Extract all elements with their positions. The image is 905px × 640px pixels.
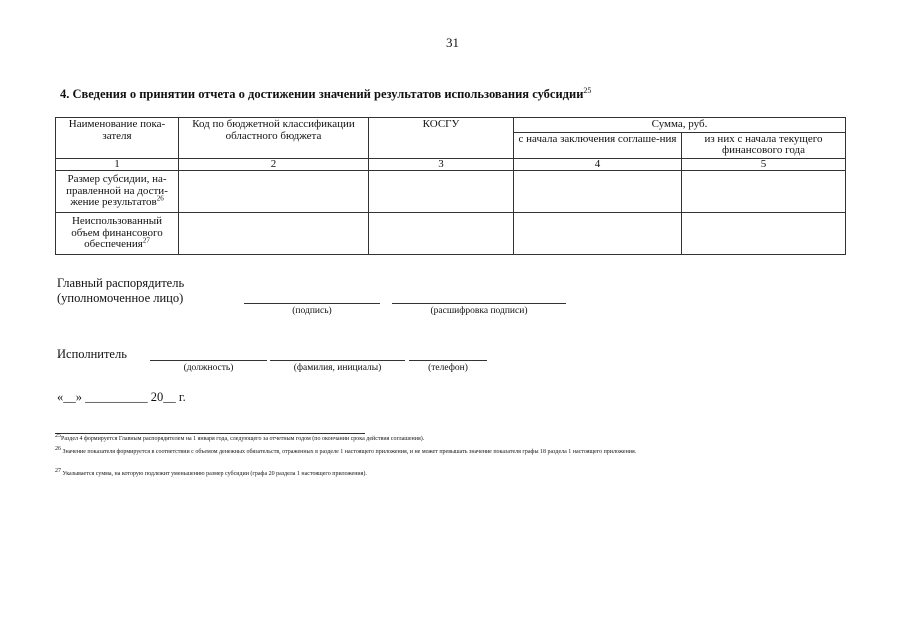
section-heading [60,86,591,102]
header-kosgu: КОСГУ [369,118,514,159]
phone-caption: (телефон) [428,363,468,373]
row-label [56,171,179,213]
table-cell[interactable] [682,171,846,213]
footnote [55,433,845,444]
footnote [55,446,845,457]
footnote-text: Раздел 4 формируется Главным распорядителем на 1 января года, следующего за отчетным годом (по окончании срока действия соглашения). [61,436,425,442]
footnote [55,468,845,479]
row-label-text: Размер субсидии, на-правленной на дости-жение результатов [66,173,168,209]
date-line: «__» __________ 20__ г. [57,390,186,404]
header-indicator-name: Наименование пока-зателя [56,118,179,159]
row-footnote-ref: 27 [142,236,150,245]
name-line[interactable] [270,360,405,361]
signature-line[interactable] [244,303,380,304]
heading-footnote-ref: 25 [583,86,592,95]
column-numbers-row [56,158,846,171]
header-budget-code: Код по бюджетной классификации областного бюджета [179,118,369,159]
row-footnote-ref: 26 [156,194,164,203]
column-number: 1 [56,158,179,171]
column-number: 4 [514,158,682,171]
column-number: 5 [682,158,846,171]
row-label-text: Неиспользованный объем финансового обеспечения [71,215,163,251]
table-cell[interactable] [369,213,514,255]
signature-decode-line[interactable] [392,303,566,304]
table-cell[interactable] [514,213,682,255]
position-caption: (должность) [183,363,234,373]
footnote-text: Значение показателя формируется в соответствии с объемом денежных обязательств, отраженных в разделе 1 настоящего приложения, и не может превышать значение показателя графы 18 раздела 1 настоящего приложения. [62,449,637,455]
row-label [56,213,179,255]
header-since-agreement: с начала заключения соглаше-ния [514,132,682,158]
table-header-row [56,118,846,133]
heading-text: 4. Сведения о принятии отчета о достижении значений результатов использования субсидии [60,87,584,102]
footnote-text: Указывается сумма, на которую подлежит уменьшению размер субсидии (графа 20 раздела 1 настоящего приложения). [62,471,367,477]
table-row [56,171,846,213]
report-table [55,117,846,255]
position-line[interactable] [150,360,267,361]
phone-line[interactable] [409,360,487,361]
footnote-divider [55,433,365,434]
table-row [56,213,846,255]
name-caption: (фамилия, инициалы) [293,363,382,373]
table-cell[interactable] [179,213,369,255]
table-cell[interactable] [682,213,846,255]
footnote-number: 27 [55,468,61,474]
header-since-fiscal-year: из них с начала текущего финансового года [682,132,846,158]
table-cell[interactable] [369,171,514,213]
column-number: 3 [369,158,514,171]
footnote-number: 26 [55,446,61,452]
chief-manager-label: Главный распорядитель [57,276,185,290]
page-number: 31 [446,35,459,50]
executor-label: Исполнитель [57,347,127,361]
table-cell[interactable] [179,171,369,213]
column-number: 2 [179,158,369,171]
table-cell[interactable] [514,171,682,213]
authorized-person-label: (уполномоченное лицо) [57,291,184,305]
footnote-number: 25 [55,433,61,439]
signature-caption: (подпись) [292,306,332,316]
signature-decode-caption: (расшифровка подписи) [430,306,528,316]
header-sum-group: Сумма, руб. [514,118,846,133]
